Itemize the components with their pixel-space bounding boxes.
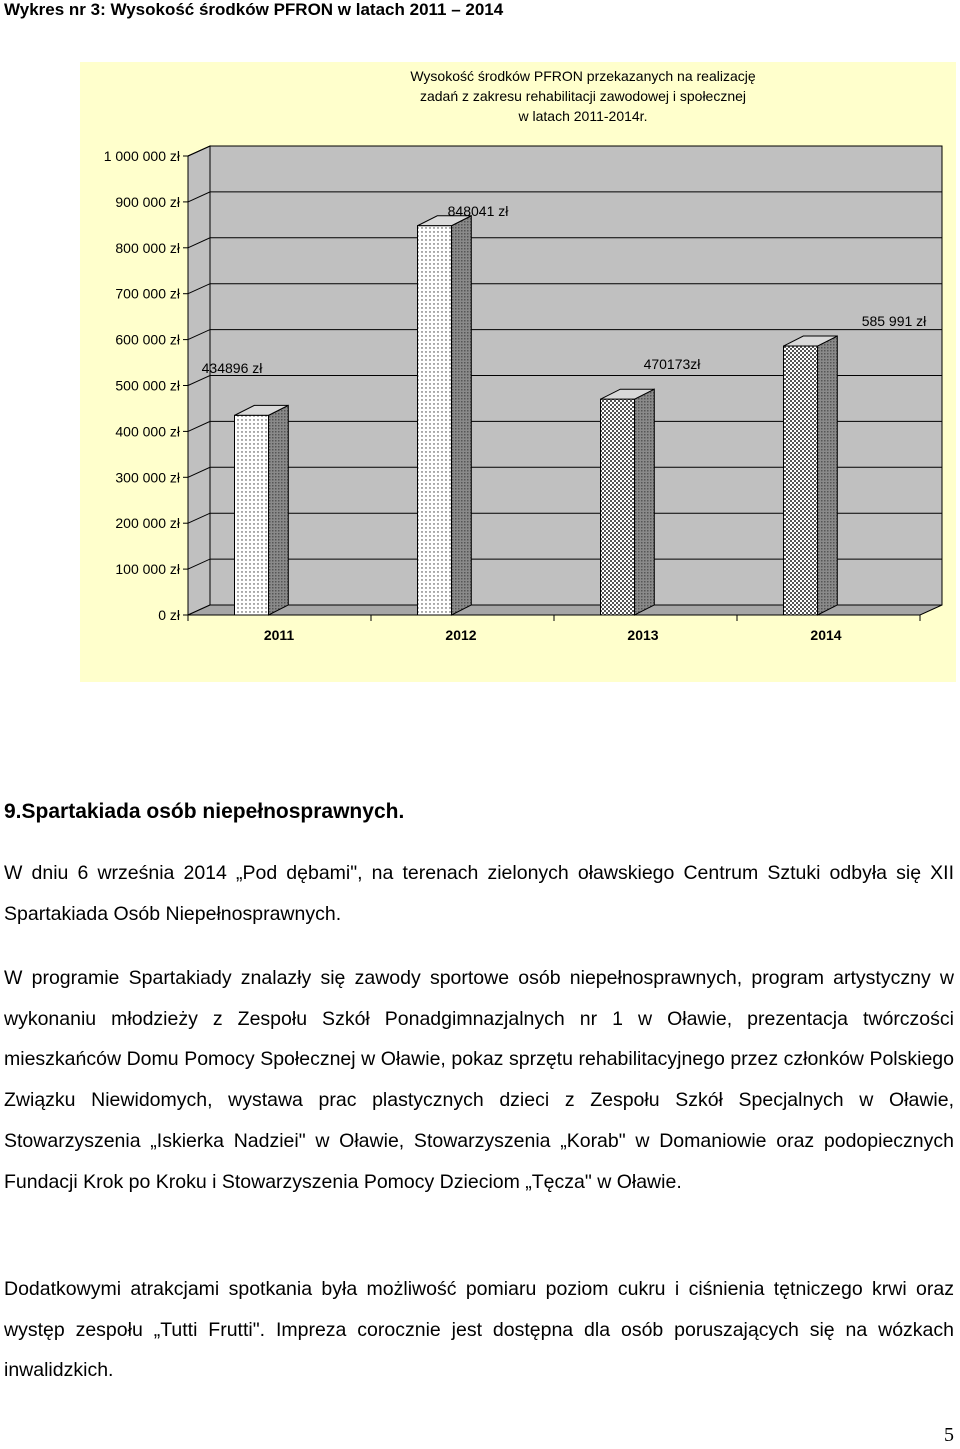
x-tick-label: 2013 bbox=[627, 627, 659, 643]
y-tick-label: 100 000 zł bbox=[115, 561, 180, 578]
chart-title-line-1: Wysokość środków PFRON przekazanych na realizację bbox=[410, 68, 756, 84]
chart-title-line-3: w latach 2011-2014r. bbox=[518, 108, 648, 124]
bar-2011 bbox=[235, 415, 269, 615]
bar-side-2013 bbox=[635, 389, 655, 615]
section-heading: 9.Spartakiada osób niepełnosprawnych. bbox=[4, 800, 405, 823]
y-tick-label: 800 000 zł bbox=[115, 239, 180, 256]
y-tick-label: 0 zł bbox=[158, 607, 180, 623]
data-label: 434896 zł bbox=[201, 360, 263, 376]
figure-caption: Wykres nr 3: Wysokość środków PFRON w latach 2011 – 2014 bbox=[4, 0, 504, 19]
bar-2013 bbox=[601, 399, 635, 615]
y-tick-label: 900 000 zł bbox=[115, 193, 180, 210]
data-label: 470173zł bbox=[643, 356, 701, 372]
y-tick-label: 200 000 zł bbox=[115, 515, 180, 532]
paragraph-3: Dodatkowymi atrakcjami spotkania była możliwość pomiaru poziom cukru i ciśnienia tętniczego krwi oraz występ zespołu „Tutti Frutti". Impreza corocznie jest dostępna dla osób poruszających się na wózkach inwalidzkich. bbox=[4, 1278, 954, 1382]
y-tick-label: 300 000 zł bbox=[115, 469, 180, 486]
page-number: 5 bbox=[944, 1424, 954, 1446]
chart-title-line-2: zadań z zakresu rehabilitacji zawodowej i społecznej bbox=[419, 88, 747, 104]
data-label: 848041 zł bbox=[447, 203, 509, 219]
bar-2014 bbox=[784, 346, 818, 615]
chart-panel bbox=[80, 62, 956, 682]
bar-side-2014 bbox=[818, 336, 838, 615]
data-label: 585 991 zł bbox=[861, 313, 927, 329]
bar-side-2012 bbox=[452, 216, 472, 615]
bar-2012 bbox=[418, 226, 452, 615]
y-tick-label: 1 000 000 zł bbox=[103, 148, 180, 164]
y-tick-label: 700 000 zł bbox=[115, 285, 180, 302]
y-tick-label: 500 000 zł bbox=[115, 377, 180, 394]
x-tick-label: 2012 bbox=[445, 627, 477, 643]
x-tick-label: 2014 bbox=[810, 627, 842, 643]
bar-chart bbox=[80, 62, 956, 682]
x-tick-label: 2011 bbox=[263, 627, 295, 643]
y-tick-label: 400 000 zł bbox=[115, 423, 180, 440]
bar-side-2011 bbox=[269, 405, 289, 615]
y-tick-label: 600 000 zł bbox=[115, 331, 180, 348]
paragraph-1: W dniu 6 września 2014 „Pod dębami", na terenach zielonych oławskiego Centrum Sztuki odbyła się XII Spartakiada Osób Niepełnosprawnych. bbox=[4, 862, 954, 925]
paragraph-2: W programie Spartakiady znalazły się zawody sportowe osób niepełnosprawnych, program artystyczny w wykonaniu młodzieży z Zespołu Szkół Ponadgimnazjalnych nr 1 w Oławie, prezentacja twórczości mieszkańców Domu Pomocy Społecznej w Oławie, pokaz sprzętu rehabilitacyjnego przez członków Polskiego Związku Niewidomych, wystawa prac plastycznych dzieci z Zespołu Szkół Specjalnych w Oławie, Stowarzyszenia „Iskierka Nadziei" w Oławie, Stowarzyszenia „Korab" w Domaniowie oraz podopiecznych Fundacji Krok po Kroku i Stowarzyszenia Pomocy Dzieciom „Tęcza" w Oławie. bbox=[4, 967, 954, 1193]
